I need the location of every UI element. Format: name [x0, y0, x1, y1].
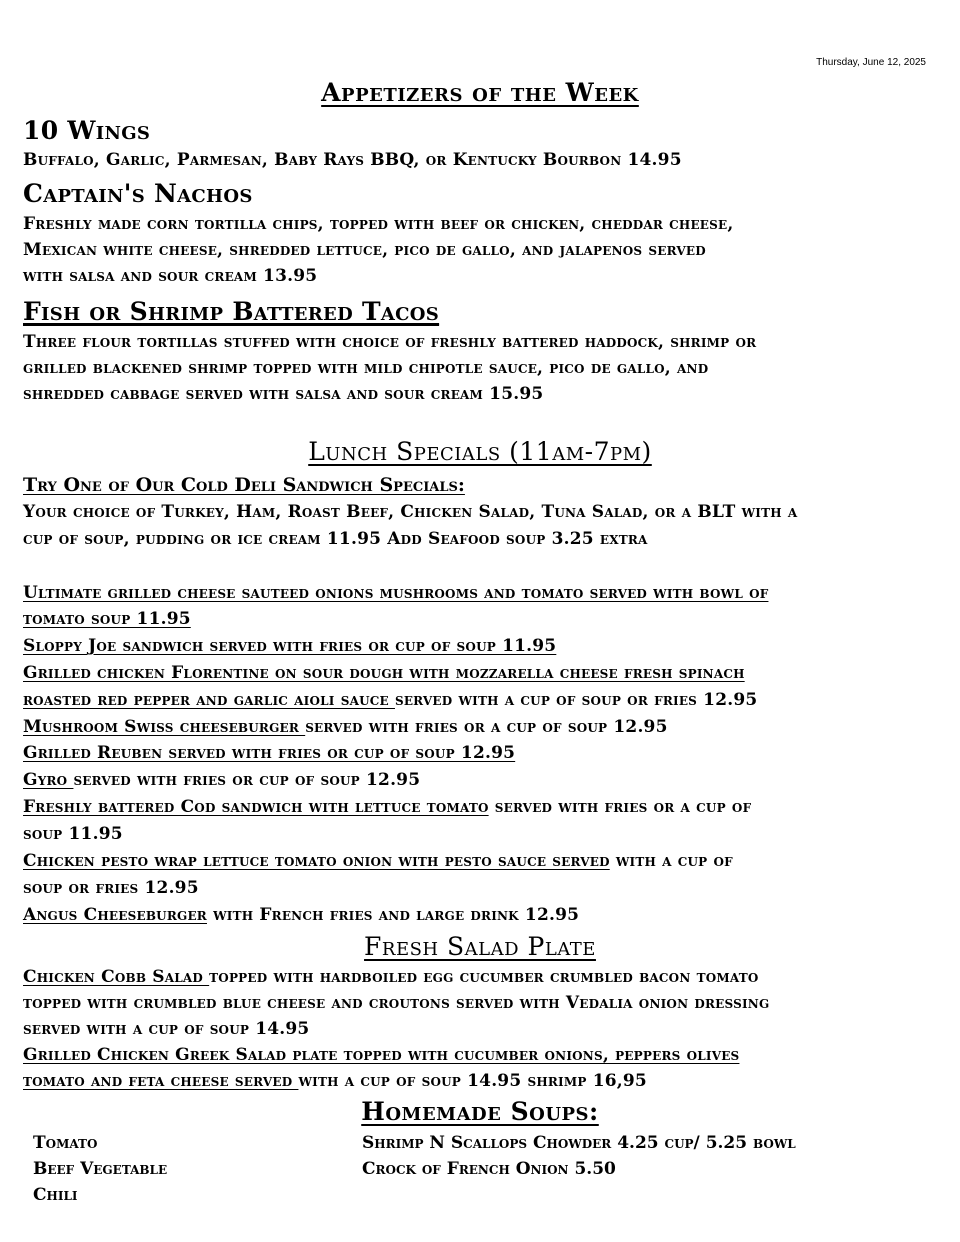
- special-line: Grilled chicken Florentine on sour dough with mozzarella cheese fresh spinach: [23, 663, 745, 683]
- appetizers-heading: Appetizers of the Week: [321, 78, 639, 107]
- salad-line: served with a cup of soup 14.95: [23, 1019, 310, 1039]
- wings-description: Buffalo, Garlic, Parmesan, Baby Rays BBQ, or Kentucky Bourbon 14.95: [23, 150, 682, 170]
- tacos-line: shredded cabbage served with salsa and sour cream 15.95: [23, 384, 544, 404]
- deli-specials-title: Try One of Our Cold Deli Sandwich Specials:: [23, 474, 465, 496]
- nachos-line: with salsa and sour cream 13.95: [23, 266, 318, 286]
- special-line: Chicken pesto wrap lettuce tomato onion with pesto sauce served with a cup of: [23, 851, 733, 871]
- soup-item: Chili: [33, 1185, 78, 1205]
- special-line: Ultimate grilled cheese sauteed onions mushrooms and tomato served with bowl of: [23, 583, 769, 603]
- salad-heading: Fresh Salad Plate: [364, 932, 596, 961]
- deli-line: Your choice of Turkey, Ham, Roast Beef, Chicken Salad, Tuna Salad, or a BLT with a: [23, 502, 798, 522]
- nachos-title: Captain's Nachos: [23, 179, 253, 208]
- salad-line: Grilled Chicken Greek Salad plate topped with cucumber onions, peppers olives: [23, 1045, 740, 1065]
- tacos-line: Three flour tortillas stuffed with choice of freshly battered haddock, shrimp or: [23, 332, 757, 352]
- soup-item: Crock of French Onion 5.50: [362, 1159, 616, 1179]
- soups-heading: Homemade Soups:: [361, 1097, 599, 1126]
- special-line: tomato soup 11.95: [23, 609, 191, 629]
- salad-line: Chicken Cobb Salad topped with hardboiled egg cucumber crumbled bacon tomato: [23, 967, 759, 987]
- soup-item: Beef Vegetable: [33, 1159, 168, 1179]
- deli-line: cup of soup, pudding or ice cream 11.95 Add Seafood soup 3.25 extra: [23, 529, 648, 549]
- tacos-line: grilled blackened shrimp topped with mild chipotle sauce, pico de gallo, and: [23, 358, 709, 378]
- menu-date: Thursday, June 12, 2025: [816, 57, 926, 68]
- special-line: Mushroom Swiss cheeseburger served with fries or a cup of soup 12.95: [23, 717, 668, 737]
- wings-title: 10 Wings: [23, 116, 151, 145]
- salad-line: topped with crumbled blue cheese and croutons served with Vedalia onion dressing: [23, 993, 770, 1013]
- special-line: Gyro served with fries or cup of soup 12.95: [23, 770, 421, 790]
- tacos-title: Fish or Shrimp Battered Tacos: [23, 297, 440, 326]
- nachos-line: Freshly made corn tortilla chips, topped with beef or chicken, cheddar cheese,: [23, 214, 734, 234]
- special-line: Grilled Reuben served with fries or cup of soup 12.95: [23, 743, 516, 763]
- special-line: soup 11.95: [23, 824, 123, 844]
- special-line: Freshly battered Cod sandwich with lettuce tomato served with fries or a cup of: [23, 797, 752, 817]
- salad-line: tomato and feta cheese served with a cup of soup 14.95 shrimp 16,95: [23, 1071, 647, 1091]
- soup-item: Tomato: [33, 1133, 98, 1153]
- soup-item: Shrimp N Scallops Chowder 4.25 cup/ 5.25 bowl: [362, 1133, 796, 1153]
- special-line: Sloppy Joe sandwich served with fries or cup of soup 11.95: [23, 636, 557, 656]
- nachos-line: Mexican white cheese, shredded lettuce, pico de gallo, and jalapenos served: [23, 240, 706, 260]
- special-line: soup or fries 12.95: [23, 878, 199, 898]
- special-line: roasted red pepper and garlic aioli sauce served with a cup of soup or fries 12.95: [23, 690, 758, 710]
- special-line: Angus Cheeseburger with French fries and large drink 12.95: [23, 905, 580, 925]
- lunch-specials-heading: Lunch Specials (11am-7pm): [308, 437, 652, 466]
